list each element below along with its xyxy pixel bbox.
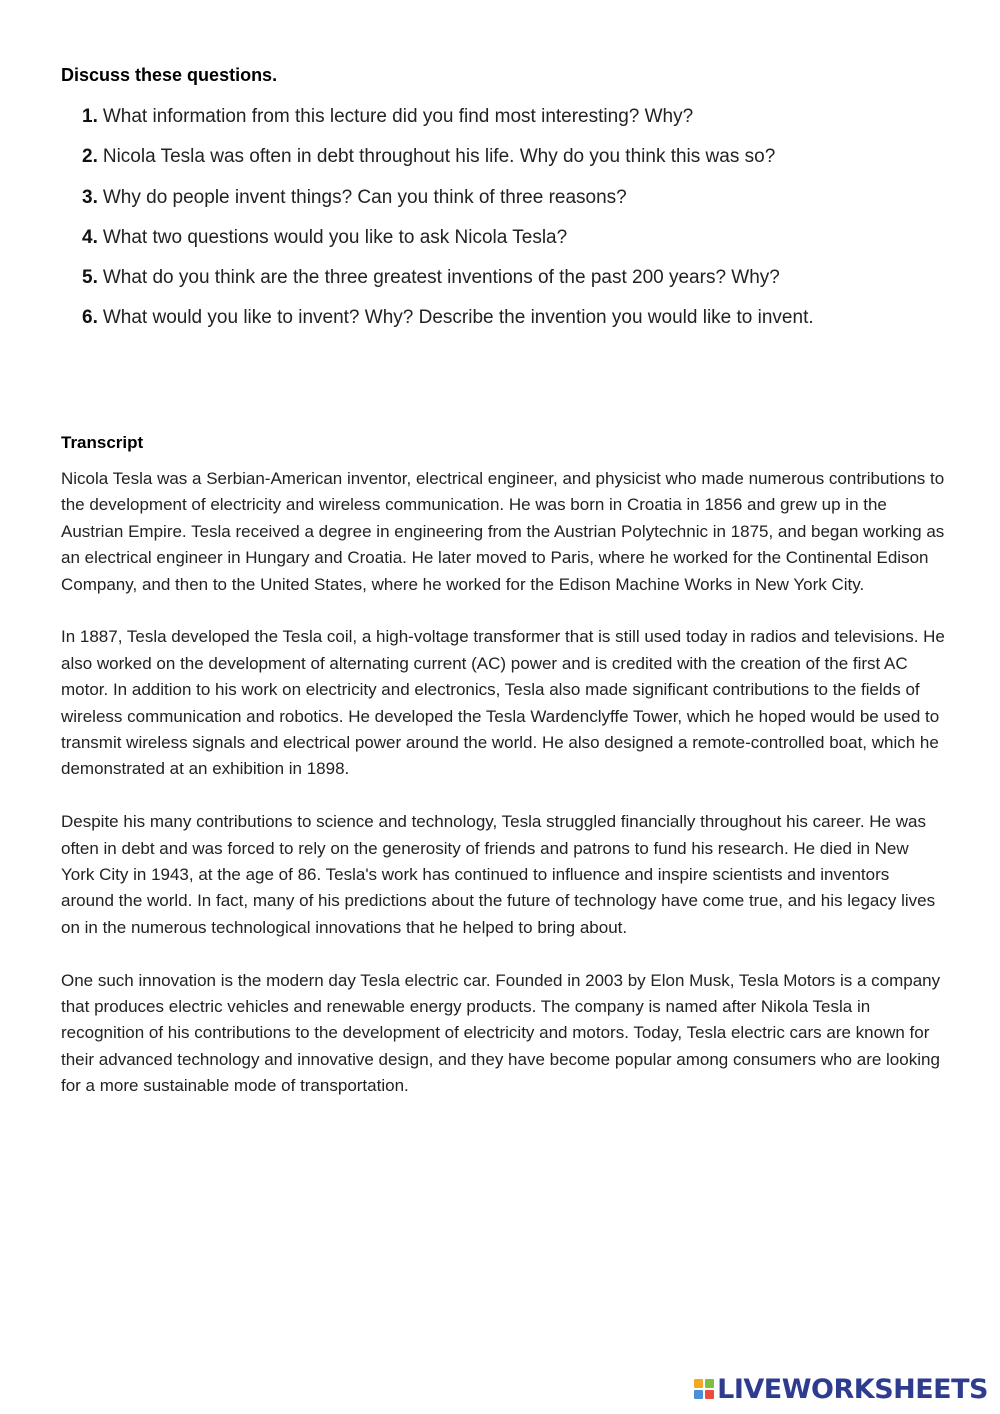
question-number: 4. xyxy=(82,226,98,248)
transcript-paragraph: In 1887, Tesla developed the Tesla coil, a high-voltage transformer that is still used today in radios and televisions. He also worked on the development of alternating current (AC) power and is credited with the creation of the first AC motor. In addition to his work on electricity and electronics, Tesla also made significant contributions to the fields of wireless communication and robotics. He developed the Tesla Wardenclyffe Tower, which he hoped would be used to transmit wireless signals and electrical power around the world. He also designed a remote-controlled boat, which he demonstrated at an exhibition in 1898. xyxy=(61,627,945,779)
question-number: 5. xyxy=(82,267,98,289)
transcript-body xyxy=(61,466,946,1126)
question-text: What do you think are the three greatest inventions of the past 200 years? Why? xyxy=(102,267,780,289)
logo-square-orange xyxy=(694,1379,703,1388)
question-number: 1. xyxy=(82,106,98,127)
question-item xyxy=(82,144,982,184)
question-number: 2. xyxy=(82,146,98,168)
logo-wordmark: LIVEWORKSHEETS xyxy=(717,1373,988,1405)
logo-square-blue xyxy=(694,1390,703,1399)
question-number: 3. xyxy=(82,186,98,208)
question-item xyxy=(82,305,982,345)
question-item xyxy=(82,265,982,305)
question-text: What information from this lecture did you find most interesting? Why? xyxy=(102,106,694,127)
question-text: Nicola Tesla was often in debt throughout his life. Why do you think this was so? xyxy=(102,146,776,168)
question-number: 6. xyxy=(82,307,98,329)
question-text: Why do people invent things? Can you think of three reasons? xyxy=(102,186,627,208)
transcript-paragraph: One such innovation is the modern day Tesla electric car. Founded in 2003 by Elon Musk, Tesla Motors is a company that produces electric vehicles and renewable energy products. The company is named after Nikola Tesla in recognition of his contributions to the development of electricity and motors. Today, Tesla electric cars are known for their advanced technology and innovative design, and they have become popular among consumers who are looking for a more sustainable mode of transportation. xyxy=(61,970,941,1096)
logo-square-green xyxy=(705,1379,714,1388)
transcript-paragraph: Nicola Tesla was a Serbian-American inventor, electrical engineer, and physicist who made numerous contributions to the development of electricity and wireless communication. He was born in Croatia in 1856 and grew up in the Austrian Empire. Tesla received a degree in engineering from the Austrian Polytechnic in 1875, and began working as an electrical engineer in Hungary and Croatia. He later moved to Paris, where he worked for the Continental Edison Company, and then to the United States, where he worked for the Edison Machine Works in New York City. xyxy=(61,469,945,594)
logo-square-red xyxy=(705,1390,714,1399)
question-item xyxy=(82,104,982,144)
question-text: What would you like to invent? Why? Describe the invention you would like to invent. xyxy=(102,307,814,329)
question-text: What two questions would you like to ask Nicola Tesla? xyxy=(102,226,568,248)
liveworksheets-logo xyxy=(694,1372,988,1406)
discussion-heading: Discuss these questions. xyxy=(61,65,278,85)
question-item xyxy=(82,185,982,225)
question-list xyxy=(82,104,982,346)
liveworksheets-logo-icon xyxy=(694,1379,714,1399)
question-item xyxy=(82,225,982,265)
transcript-heading: Transcript xyxy=(61,433,144,452)
transcript-paragraph: Despite his many contributions to science and technology, Tesla struggled financially throughout his career. He was often in debt and was forced to rely on the generosity of friends and patrons to fund his research. He died in New York City in 1943, at the age of 86. Tesla's work has continued to influence and inspire scientists and inventors around the world. In fact, many of his predictions about the future of technology have come true, and his legacy lives on in the numerous technological innovations that he helped to bring about. xyxy=(61,812,936,937)
